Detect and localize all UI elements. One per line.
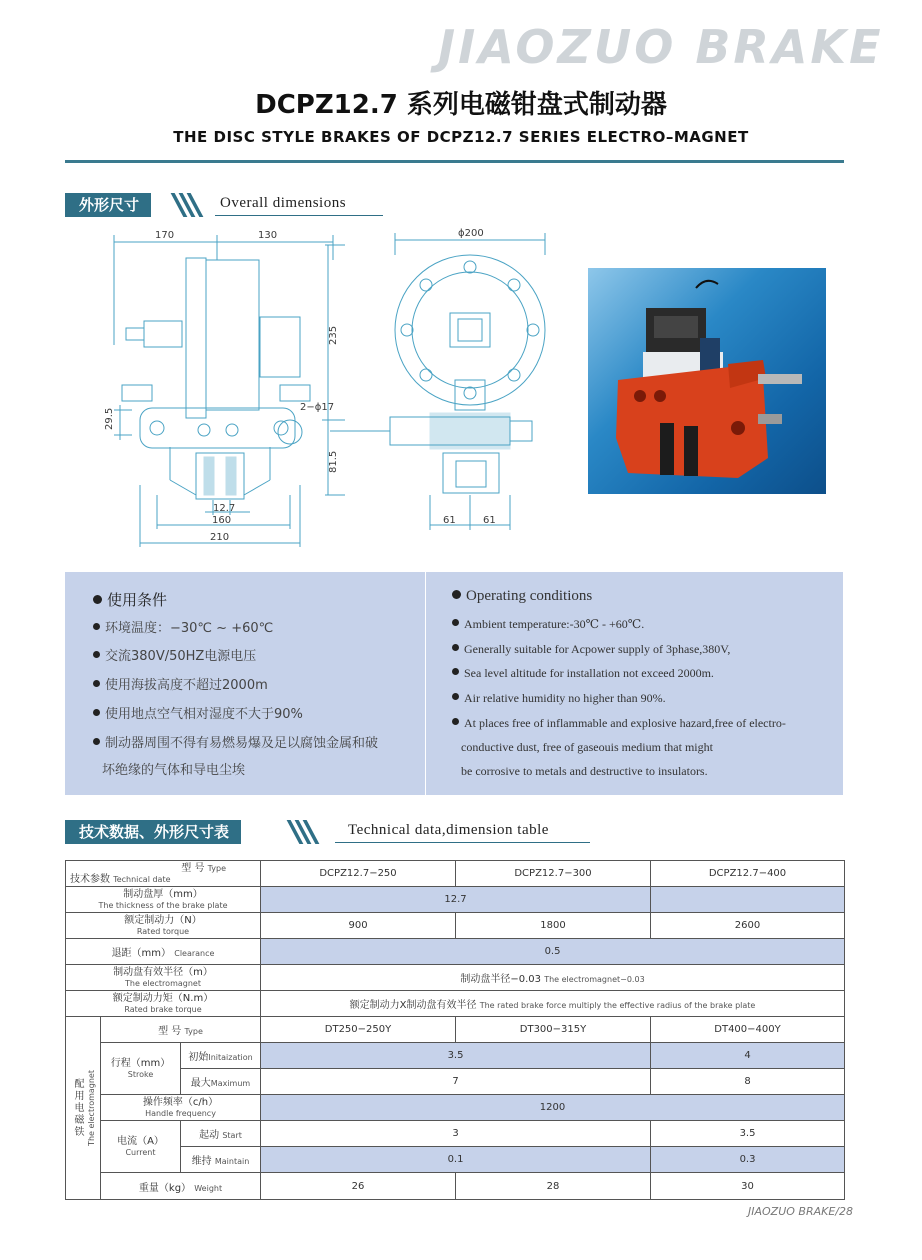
condition-en-item: [452, 642, 730, 657]
weight-value: 30: [651, 1173, 845, 1200]
initial-stroke-value: 3.5: [261, 1043, 651, 1069]
section-underline: [335, 842, 590, 843]
table-row: [66, 1147, 845, 1173]
header-param-label: 技术参数 Technical date: [70, 873, 171, 885]
row-label-em-type: 型 号 Type: [101, 1017, 261, 1043]
frequency-value: 1200: [261, 1095, 845, 1121]
dim-12-7: 12.7: [213, 503, 236, 514]
condition-cn-text: 制动器周围不得有易燃易爆及足以腐蚀金属和破: [105, 736, 379, 751]
condition-en-text: At places free of inflammable and explosive hazard,free of electro-: [464, 716, 786, 730]
dim-130: 130: [258, 230, 278, 241]
section-label-dimensions: Overall dimensions: [220, 195, 347, 211]
em-type-value: DT300−315Y: [456, 1017, 651, 1043]
bullet-icon: [93, 651, 100, 658]
dim-210: 210: [210, 532, 230, 543]
header-rule: [65, 160, 844, 163]
technical-drawing: [100, 225, 560, 555]
bullet-icon: [452, 590, 461, 599]
section-tab-dimensions: 外形尺寸: [65, 193, 151, 217]
table-row: [66, 1069, 845, 1095]
brake-torque-value: 额定制动力X制动盘有效半径 The rated brake force multiply the effective radius of the brake plate: [261, 991, 845, 1017]
dim-61-left: 61: [443, 515, 456, 526]
row-label-initial: 初始Initaization: [181, 1043, 261, 1069]
table-row: [66, 913, 845, 939]
condition-cn-text: 交流380V/50HZ电源电压: [105, 649, 257, 664]
conditions-title-cn: [93, 589, 167, 610]
dim-170: 170: [155, 230, 175, 241]
section-header-dimensions: [65, 193, 385, 217]
row-label-thickness: 制动盘厚（mm） The thickness of the brake plate: [66, 887, 261, 913]
table-row: [66, 1095, 845, 1121]
electromagnet-label-cn: 配用电磁铁: [72, 1078, 83, 1138]
table-row: [66, 991, 845, 1017]
max-stroke-value: 8: [651, 1069, 845, 1095]
condition-en-text: Air relative humidity no higher than 90%.: [464, 691, 666, 705]
thickness-empty: [651, 887, 845, 913]
row-label-clearance: 退距（mm） Clearance: [66, 939, 261, 965]
condition-en-item: [452, 691, 666, 706]
condition-en-text: Sea level altitude for installation not exceed 2000m.: [464, 666, 714, 680]
conditions-title-en-text: Operating conditions: [466, 588, 593, 604]
condition-cn-text: 使用地点空气相对湿度不大于90%: [105, 707, 303, 722]
technical-data-table: [65, 860, 845, 1200]
dim-160: 160: [212, 515, 232, 526]
table-row: [66, 965, 845, 991]
table-row: [66, 1173, 845, 1200]
row-label-torque: 额定制动力（N） Rated torque: [66, 913, 261, 939]
header-corner-cell: [66, 861, 261, 887]
page-footer: JIAOZUO BRAKE/28: [748, 1205, 853, 1218]
initial-stroke-value: 4: [651, 1043, 845, 1069]
brand-watermark: JIAOZUO BRAKE: [438, 20, 884, 74]
condition-cn-item: [93, 617, 273, 636]
condition-cn-item: [93, 674, 268, 693]
bullet-icon: [452, 693, 459, 700]
row-label-current: 电流（A） Current: [101, 1121, 181, 1173]
dim-29-5: 29.5: [104, 407, 115, 430]
section-header-technical: [65, 820, 595, 844]
row-label-stroke: 行程（mm） Stroke: [101, 1043, 181, 1095]
table-row: [66, 887, 845, 913]
condition-en-item: [452, 716, 786, 731]
operating-conditions-panel: [65, 572, 843, 795]
section-label-technical: Technical data,dimension table: [348, 822, 549, 838]
condition-en-item: [452, 617, 644, 632]
em-type-value: DT400−400Y: [651, 1017, 845, 1043]
maintain-current-value: 0.3: [651, 1147, 845, 1173]
bullet-icon: [452, 718, 459, 725]
product-photo: [588, 268, 826, 494]
section-tab-technical: 技术数据、外形尺寸表: [65, 820, 241, 844]
start-current-value: 3.5: [651, 1121, 845, 1147]
condition-cn-continuation: 坏绝缘的气体和导电尘埃: [102, 763, 246, 778]
condition-en-continuation: be corrosive to metals and destructive to insulators.: [461, 764, 708, 778]
row-label-frequency: 操作频率（c/h） Handle frequency: [101, 1095, 261, 1121]
row-label-maximum: 最大Maximum: [181, 1069, 261, 1095]
section-underline: [215, 215, 383, 216]
torque-value: 1800: [456, 913, 651, 939]
bullet-icon: [93, 595, 102, 604]
dim-81-5: 81.5: [328, 450, 339, 473]
bullet-icon: [93, 738, 100, 745]
condition-cn-item: [93, 703, 303, 722]
dim-phi200: ϕ200: [458, 228, 484, 239]
table-row: [66, 1043, 845, 1069]
electromagnet-label-en: The electromagnet: [87, 1070, 96, 1146]
clearance-value: 0.5: [261, 939, 845, 965]
condition-en-text: Ambient temperature:-30℃ - +60℃.: [464, 617, 645, 631]
bullet-icon: [93, 623, 100, 630]
weight-value: 28: [456, 1173, 651, 1200]
condition-en-item: [452, 666, 714, 681]
start-current-value: 3: [261, 1121, 651, 1147]
table-row: [66, 1121, 845, 1147]
row-label-brake-torque: 额定制动力矩（N.m） Rated brake torque: [66, 991, 261, 1017]
conditions-title-en: [452, 588, 592, 605]
bullet-icon: [452, 619, 459, 626]
electromagnet-group-label: [66, 1017, 101, 1200]
row-label-start: 起动 Start: [181, 1121, 261, 1147]
row-label-weight: 重量（kg） Weight: [101, 1173, 261, 1200]
maintain-current-value: 0.1: [261, 1147, 651, 1173]
condition-cn-text: 使用海拔高度不超过2000m: [105, 678, 268, 693]
page-title-cn: DCPZ12.7 系列电磁钳盘式制动器: [255, 90, 667, 120]
condition-cn-text: 环境温度：−30℃ ~ +60℃: [105, 621, 274, 636]
row-label-radius: 制动盘有效半径（m） The electromagnet: [66, 965, 261, 991]
table-row: [66, 939, 845, 965]
row-label-maintain: 维持 Maintain: [181, 1147, 261, 1173]
dim-61-right: 61: [483, 515, 496, 526]
model-cell: DCPZ12.7−400: [651, 861, 845, 887]
thickness-value: 12.7: [261, 887, 651, 913]
bullet-icon: [452, 644, 459, 651]
header-type-label: 型 号 Type: [181, 862, 227, 874]
model-cell: DCPZ12.7−300: [456, 861, 651, 887]
condition-en-text: Generally suitable for Acpower supply of 3phase,380V,: [464, 642, 731, 656]
max-stroke-value: 7: [261, 1069, 651, 1095]
dim-235: 235: [328, 325, 339, 345]
torque-value: 900: [261, 913, 456, 939]
table-row: [66, 1017, 845, 1043]
table-row: [66, 861, 845, 887]
brake-illustration: [588, 268, 826, 494]
weight-value: 26: [261, 1173, 456, 1200]
em-type-value: DT250−250Y: [261, 1017, 456, 1043]
panel-divider: [425, 572, 426, 795]
condition-cn-item: [93, 645, 256, 664]
dim-2-phi17: 2−ϕ17: [300, 402, 335, 413]
bullet-icon: [452, 668, 459, 675]
condition-cn-item: [93, 732, 378, 751]
radius-value: 制动盘半径−0.03 The electromagnet−0.03: [261, 965, 845, 991]
condition-en-continuation: conductive dust, free of gaseouis medium that might: [461, 740, 713, 754]
bullet-icon: [93, 709, 100, 716]
page-title-en: THE DISC STYLE BRAKES OF DCPZ12.7 SERIES ELECTRO–MAGNET: [173, 128, 749, 146]
conditions-title-cn-text: 使用条件: [107, 591, 168, 609]
bullet-icon: [93, 680, 100, 687]
model-cell: DCPZ12.7−250: [261, 861, 456, 887]
torque-value: 2600: [651, 913, 845, 939]
